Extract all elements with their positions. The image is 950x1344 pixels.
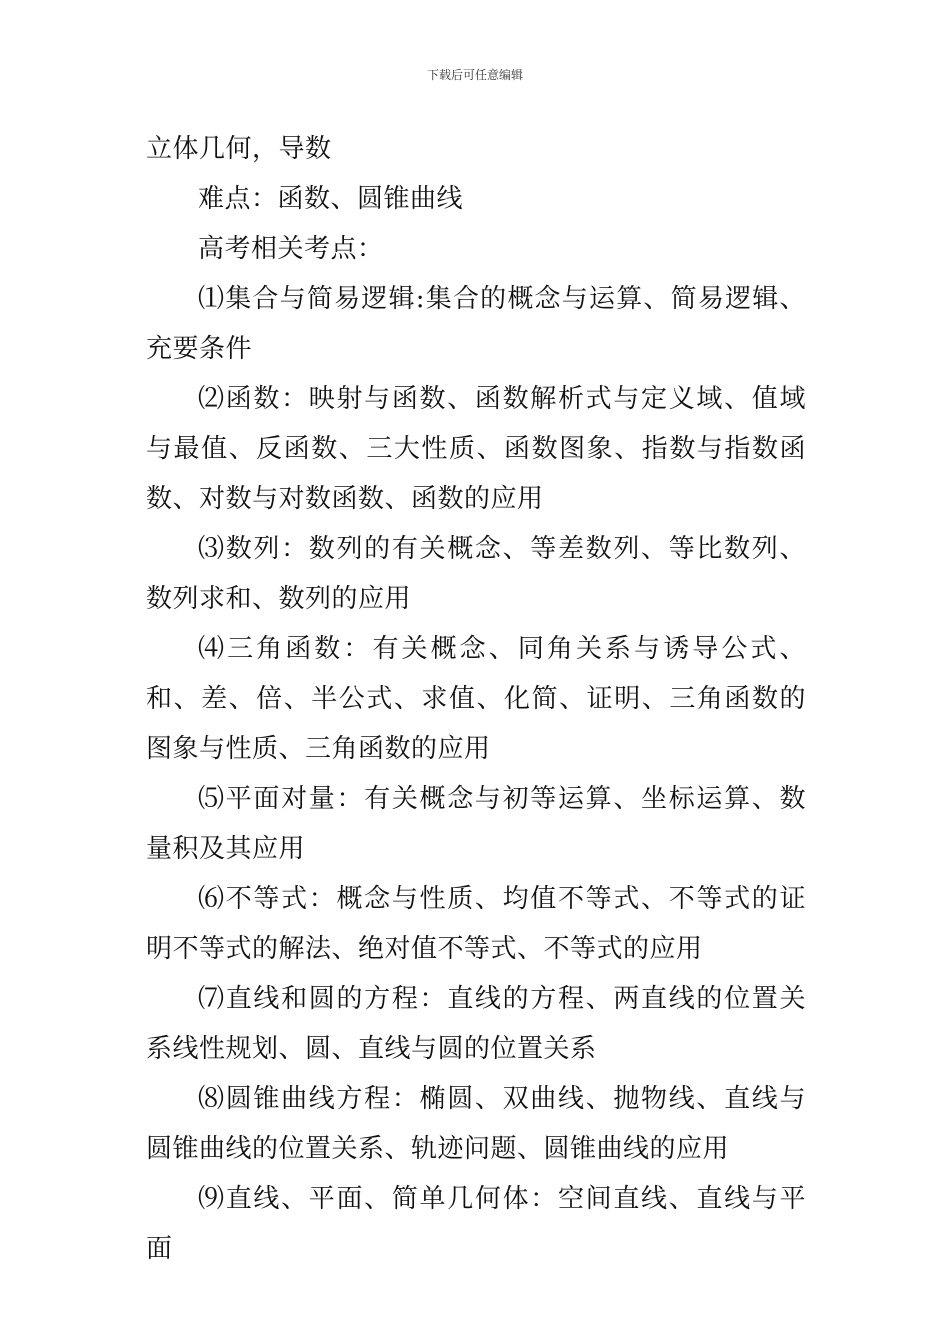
paragraph-item-8-conic-sections: ⑻圆锥曲线方程：椭圆、双曲线、抛物线、直线与圆锥曲线的位置关系、轨迹问题、圆锥曲线的应用 <box>146 1084 806 1164</box>
paragraph-item-5-vectors: ⑸平面对量：有关概念与初等运算、坐标运算、数量积及其应用 <box>146 784 806 864</box>
paragraph-intro-topics: 立体几何，导数 <box>146 134 332 164</box>
paragraph-item-3-sequences: ⑶数列：数列的有关概念、等差数列、等比数列、数列求和、数列的应用 <box>146 534 806 614</box>
paragraph-item-1-sets-logic: ⑴集合与简易逻辑:集合的概念与运算、简易逻辑、充要条件 <box>146 284 806 364</box>
page-header-note: 下载后可任意编辑 <box>426 68 523 82</box>
paragraph-exam-points-heading: 高考相关考点： <box>198 234 384 264</box>
paragraph-item-6-inequalities: ⑹不等式：概念与性质、均值不等式、不等式的证明不等式的解法、绝对值不等式、不等式的应用 <box>146 884 806 964</box>
paragraph-item-4-trigonometry: ⑷三角函数：有关概念、同角关系与诱导公式、和、差、倍、半公式、求值、化简、证明、三角函数的图象与性质、三角函数的应用 <box>146 634 806 764</box>
paragraph-item-9-solid-geometry: ⑼直线、平面、简单几何体：空间直线、直线与平面 <box>146 1184 806 1264</box>
document-body <box>146 124 806 1274</box>
paragraph-item-2-functions: ⑵函数：映射与函数、函数解析式与定义域、值域与最值、反函数、三大性质、函数图象、指数与指数函数、对数与对数函数、函数的应用 <box>146 384 806 514</box>
paragraph-item-7-lines-circles: ⑺直线和圆的方程：直线的方程、两直线的位置关系线性规划、圆、直线与圆的位置关系 <box>146 984 806 1064</box>
paragraph-difficulties: 难点：函数、圆锥曲线 <box>198 184 464 214</box>
